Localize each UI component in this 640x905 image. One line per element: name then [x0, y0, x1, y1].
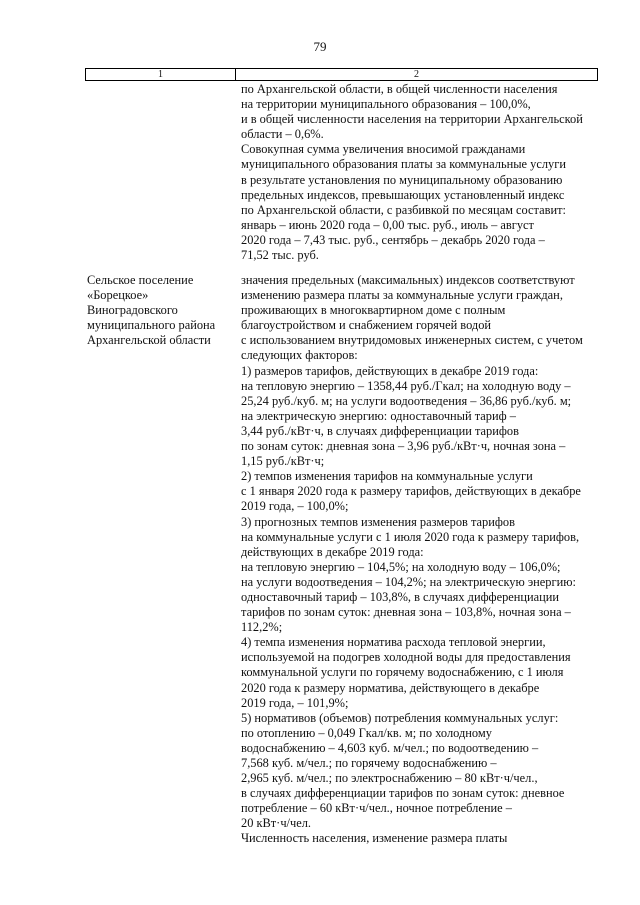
text-line: на тепловую энергию – 1358,44 руб./Гкал; на холодную воду –: [241, 378, 571, 393]
text-line: в случаях дифференциации тарифов по зонам суток: дневное: [241, 786, 565, 801]
text-line: 20 кВт·ч/чел.: [241, 816, 311, 831]
text-line: по Архангельской области, в общей численности населения: [241, 82, 558, 96]
text-line: потребление – 60 кВт·ч/чел., ночное потребление –: [241, 801, 512, 816]
text-line: «Борецкое»: [87, 288, 149, 303]
text-line: 112,2%;: [241, 620, 283, 635]
text-line: и в общей численности населения на территории Архангельской: [241, 112, 583, 127]
text-line: одноставочный тариф – 103,8%, в случаях дифференциации: [241, 589, 560, 604]
text-line: предельных индексов, превышающих установленный индекс: [241, 187, 565, 202]
text-line: благоустройством и снабжением горячей водой: [241, 318, 492, 333]
text-line: январь – июнь 2020 года – 0,00 тыс. руб., июль – август: [241, 217, 534, 232]
municipality-name-cell: [87, 273, 237, 348]
tariff-factors-text-block: [241, 273, 603, 847]
text-line: 71,52 тыс. руб.: [241, 248, 319, 263]
text-line: значения предельных (максимальных) индексов соответствуют: [241, 273, 575, 287]
text-line: муниципального образования платы за коммунальные услуги: [241, 157, 566, 172]
text-line: с 1 января 2020 года к размеру тарифов, действующих в декабре: [241, 484, 581, 499]
table-header-col-1: 1: [86, 69, 236, 80]
text-line: 1) размеров тарифов, действующих в декабре 2019 года:: [241, 363, 539, 378]
text-line: 1,15 руб./кВт·ч;: [241, 454, 325, 469]
text-line: следующих факторов:: [241, 348, 358, 363]
text-line: по Архангельской области, с разбивкой по месяцам составит:: [241, 202, 566, 217]
text-line: водоснабжению – 4,603 куб. м/чел.; по водоотведению –: [241, 740, 539, 755]
continuation-text-block: [241, 82, 603, 263]
text-line: 2019 года, – 101,9%;: [241, 695, 349, 710]
text-line: по зонам суток: дневная зона – 3,96 руб./кВт·ч, ночная зона –: [241, 439, 566, 454]
text-line: Виноградовского: [87, 303, 178, 318]
text-line: Архангельской области: [87, 333, 211, 348]
text-line: на тепловую энергию – 104,5%; на холодную воду – 106,0%;: [241, 559, 561, 574]
text-line: 25,24 руб./куб. м; на услуги водоотведения – 36,86 руб./куб. м;: [241, 393, 572, 408]
text-line: Численность населения, изменение размера платы: [241, 831, 508, 846]
text-line: Сельское поселение: [87, 273, 194, 287]
page-number: 79: [313, 39, 327, 54]
text-line: области – 0,6%.: [241, 127, 324, 142]
text-line: по отоплению – 0,049 Гкал/кв. м; по холодному: [241, 725, 492, 740]
text-line: коммунальной услуги по горячему водоснабжению, с 1 июля: [241, 665, 564, 680]
text-line: на электрическую энергию: одноставочный тариф –: [241, 408, 516, 423]
text-line: 3,44 руб./кВт·ч, в случаях дифференциации тарифов: [241, 423, 519, 438]
table-header-col-2: 2: [414, 69, 419, 80]
text-line: 2020 года – 7,43 тыс. руб., сентябрь – декабрь 2020 года –: [241, 232, 545, 247]
text-line: проживающих в многоквартирном доме с полным: [241, 303, 506, 318]
text-line: изменению размера платы за коммунальные услуги граждан,: [241, 288, 563, 303]
text-line: 2019 года, – 100,0%;: [241, 499, 349, 514]
text-line: на услуги водоотведения – 104,2%; на электрическую энергию:: [241, 574, 576, 589]
text-line: 3) прогнозных темпов изменения размеров тарифов: [241, 514, 515, 529]
text-line: тарифов по зонам суток: дневная зона – 103,8%, ночная зона –: [241, 605, 571, 620]
text-line: с использованием внутридомовых инженерных систем, с учетом: [241, 333, 583, 348]
text-line: Совокупная сумма увеличения вносимой гражданами: [241, 142, 526, 157]
text-line: муниципального района: [87, 318, 216, 333]
text-line: 4) темпа изменения норматива расхода тепловой энергии,: [241, 635, 546, 650]
text-line: 5) нормативов (объемов) потребления коммунальных услуг:: [241, 710, 559, 725]
text-line: на коммунальные услуги с 1 июля 2020 года к размеру тарифов,: [241, 529, 580, 544]
text-line: действующих в декабре 2019 года:: [241, 544, 424, 559]
table-header-row: [85, 68, 598, 81]
text-line: 2020 года к размеру норматива, действующего в декабре: [241, 680, 540, 695]
text-line: 7,568 куб. м/чел.; по горячему водоснабжению –: [241, 756, 497, 770]
text-line: 2) темпов изменения тарифов на коммунальные услуги: [241, 469, 533, 484]
text-line: в результате установления по муниципальному образованию: [241, 172, 563, 187]
text-line: используемой на подогрев холодной воды для предоставления: [241, 650, 571, 665]
text-line: 2,965 куб. м/чел.; по электроснабжению – 80 кВт·ч/чел.,: [241, 771, 538, 786]
text-line: на территории муниципального образования – 100,0%,: [241, 97, 531, 112]
